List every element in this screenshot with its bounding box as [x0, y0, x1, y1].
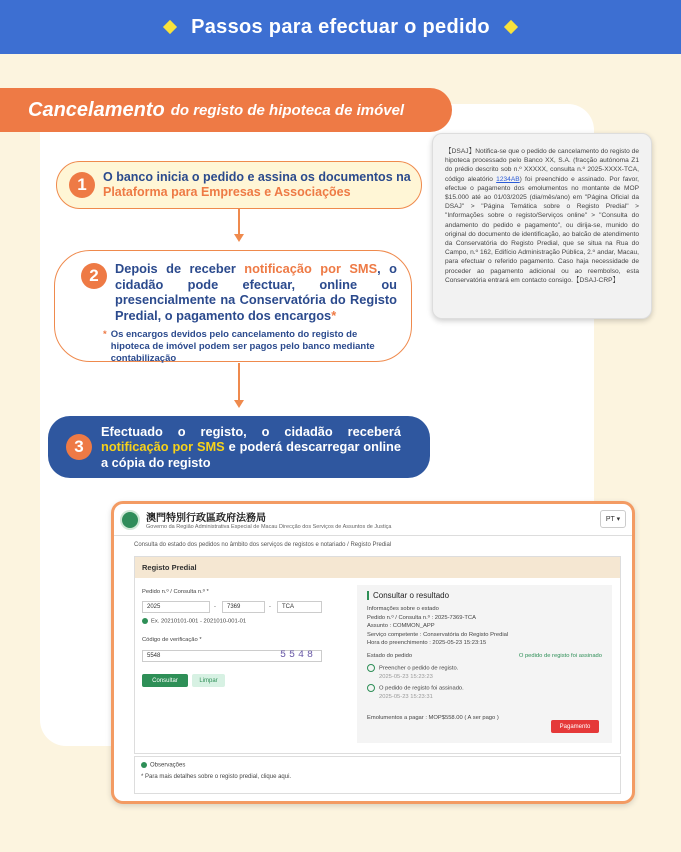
org-subtitle: Governo da Região Administrativa Especial de Macau Direcção dos Serviços de Assuntos de Justiça — [146, 524, 392, 530]
step-2-note: * Os encargos devidos pelo cancelamento do registo de hipoteca de imóvel podem ser pagos pelo banco mediante contabilização — [103, 329, 375, 364]
info-line: Hora do preenchimento : 2025-05-23 15:23:15 — [367, 640, 487, 647]
site-header — [114, 504, 632, 536]
arrow-down-icon — [234, 234, 244, 242]
website-screenshot — [111, 501, 635, 804]
panel-title: Registo Predial — [135, 557, 620, 578]
code-link[interactable]: 1234AB — [496, 175, 520, 183]
step-number: 3 — [66, 434, 92, 460]
emblem-icon — [120, 510, 140, 530]
info-line: Serviço competente : Conservatória do Registo Predial — [367, 631, 509, 638]
verification-code-input[interactable]: 5548 — [142, 650, 322, 662]
field-label: Pedido n.º / Consulta n.º * — [142, 589, 209, 595]
banner-main: Cancelamento — [28, 98, 165, 121]
page-title: Passos para efectuar o pedido — [191, 15, 490, 38]
suffix-input[interactable]: TCA — [277, 601, 322, 613]
step-number: 1 — [69, 172, 95, 198]
step-3-text: Efectuado o registo, o cidadão receberá notificação por SMS e poderá descarregar online a cópia do registo — [101, 423, 401, 470]
arrow-line — [238, 209, 240, 235]
step-2-text: Depois de receber notificação por SMS, o cidadão pode efectuar, online ou presencialmente na Conservatória do Registo Predial, o pagamento dos encargos* — [115, 261, 397, 323]
result-panel — [357, 585, 612, 743]
info-icon — [142, 618, 148, 624]
check-icon — [367, 684, 375, 692]
timeline-time: 2025-05-23 15:23:23 — [379, 673, 433, 680]
info-title: Informações sobre o estado — [367, 606, 439, 612]
banner-rest: do registo de hipoteca de imóvel — [170, 101, 405, 119]
timeline-step: O pedido de registo foi assinado. — [379, 685, 464, 692]
page-header — [0, 0, 681, 54]
obs-title: Observações — [150, 762, 186, 769]
year-input[interactable]: 2025 — [142, 601, 210, 613]
pay-button[interactable]: Pagamento — [551, 720, 599, 733]
step-1-text: O banco inicia o pedido e assina os documentos na Plataforma para Empresas e Associações — [103, 170, 411, 199]
status-badge: O pedido de registo foi assinado — [518, 652, 602, 659]
step-3 — [48, 416, 430, 478]
result-title: Consultar o resultado — [367, 591, 602, 600]
diamond-icon — [504, 20, 518, 34]
diamond-icon — [163, 20, 177, 34]
clear-button[interactable]: Limpar — [192, 674, 225, 687]
captcha-image: 5548 — [280, 650, 317, 661]
consult-button[interactable]: Consultar — [142, 674, 188, 687]
timeline-time: 2025-05-23 15:23:31 — [379, 694, 433, 701]
language-select[interactable]: PT ▾ — [600, 510, 626, 528]
separator: - — [214, 604, 216, 610]
org-title: 澳門特別行政區政府法務局 — [146, 513, 266, 524]
separator: - — [269, 604, 271, 610]
query-panel — [134, 556, 621, 754]
timeline-step: Preencher o pedido de registo. — [379, 665, 459, 672]
step-2 — [54, 250, 412, 362]
number-input[interactable]: 7369 — [222, 601, 265, 613]
status-label: Estado do pedido — [367, 652, 413, 659]
code-label: Código de verificação * — [142, 637, 202, 643]
obs-text[interactable]: * Para mais detalhes sobre o registo predial, clique aqui. — [141, 773, 292, 780]
info-line: Assunto : COMMON_APP — [367, 623, 435, 630]
breadcrumb: Consulta do estado dos pedidos no âmbito dos serviços de registos e notariado / Registo Predial — [134, 542, 392, 548]
section-banner — [0, 88, 452, 132]
info-icon — [141, 762, 147, 768]
fee-text: Emolumentos a pagar : MOP$558.00 ( A ser pago ) — [367, 715, 499, 721]
observations — [134, 756, 621, 794]
sms-notice: 【DSAJ】Notifica-se que o pedido de cancelamento do registo de hipoteca processado pelo Banco XX, S.A. (fracção autónoma Z1 do prédio descrito sob n.º XXXXX, consulta n.º 2025-XXXX-TCA, código aleatório 1234AB) foi preenchido e assinado. Por favor, efectue o pagamento dos emolumentos no montante de MOP $15.000 até ao 01/03/2025 (dia/mês/ano) em "Página Oficial da DSAJ" > "Página Temática sobre o Registo Predial" > "Informações sobre o registo/Serviços online" > "Consulta do andamento do pedido e pagamento", ou dirija-se, munido do original do documento de identificação, ao balcão de atendimento da Conservatória do Registo Predial, que se situa na Rua do Campo, n.º 162, Edifício Administração Pública, 2.º andar, Macau, para efectuar o referido pagamento. Caso haja necessidade de proceder ao pagamento adicional ou ao reembolso, esta Conservatória entrará em contacto consigo.【DSAJ-CRP】 — [432, 133, 652, 319]
arrow-down-icon — [234, 400, 244, 408]
step-1 — [56, 161, 422, 209]
format-hint: Ex. 20210101-001 - 2021010-001-01 — [151, 618, 247, 625]
arrow-line — [238, 363, 240, 401]
check-icon — [367, 664, 375, 672]
info-line: Pedido n.º / Consulta n.º : 2025-7369-TCA — [367, 614, 476, 621]
step-number: 2 — [81, 263, 107, 289]
